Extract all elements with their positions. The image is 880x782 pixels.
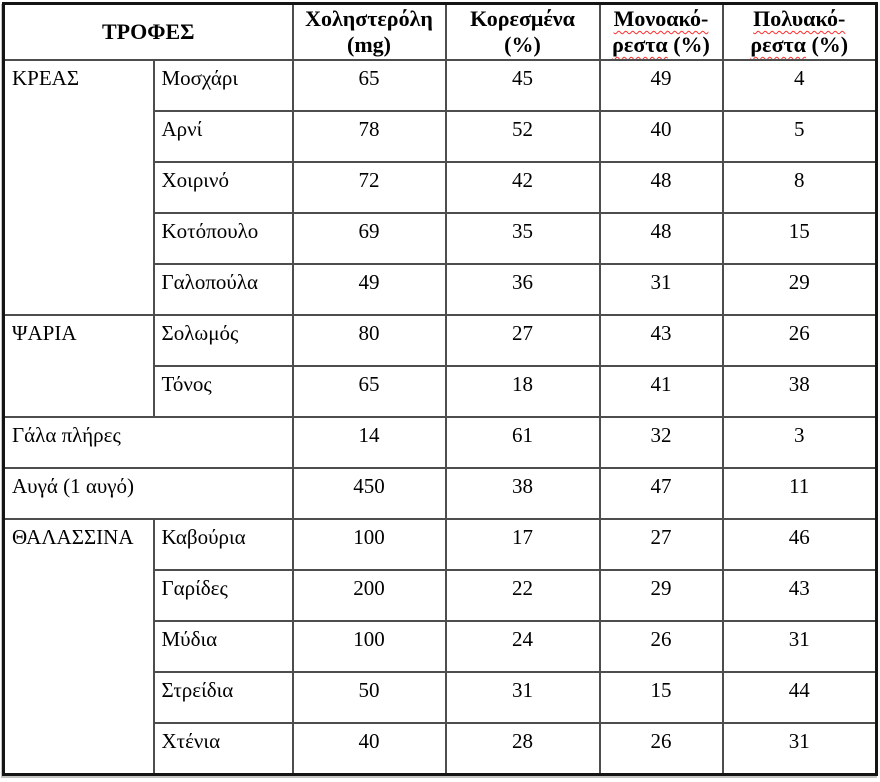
cell-mono: 47 — [600, 468, 723, 519]
table-row — [4, 519, 877, 570]
cell-poly: 5 — [723, 111, 877, 162]
cell-poly: 3 — [723, 417, 877, 468]
food-item: Αρνί — [154, 111, 293, 162]
cell-mono: 32 — [600, 417, 723, 468]
header-foods: ΤΡΟΦΕΣ — [4, 4, 293, 61]
cell-cholesterol: 50 — [293, 672, 446, 723]
table-row — [4, 417, 877, 468]
cell-poly: 44 — [723, 672, 877, 723]
food-item-full-width: Αυγά (1 αυγό) — [4, 468, 293, 519]
header-saturated-line1: Κορεσμένα — [470, 6, 575, 31]
cell-poly: 46 — [723, 519, 877, 570]
cell-cholesterol: 65 — [293, 366, 446, 417]
cell-mono: 29 — [600, 570, 723, 621]
cell-cholesterol: 65 — [293, 60, 446, 111]
cell-saturated: 42 — [446, 162, 600, 213]
header-cholesterol-line2: (mg) — [347, 32, 391, 57]
cell-mono: 26 — [600, 621, 723, 672]
category-fish: ΨΑΡΙΑ — [4, 315, 154, 417]
header-saturated — [446, 4, 600, 61]
food-item: Γαλοπούλα — [154, 264, 293, 315]
cell-saturated: 18 — [446, 366, 600, 417]
cell-poly: 11 — [723, 468, 877, 519]
cell-cholesterol: 69 — [293, 213, 446, 264]
table-row — [4, 60, 877, 111]
cell-mono: 40 — [600, 111, 723, 162]
cell-cholesterol: 78 — [293, 111, 446, 162]
cell-saturated: 36 — [446, 264, 600, 315]
cell-saturated: 35 — [446, 213, 600, 264]
cell-mono: 48 — [600, 162, 723, 213]
food-item: Χτένια — [154, 723, 293, 774]
cell-saturated: 22 — [446, 570, 600, 621]
header-polyunsaturated-line1: Πολυακό- — [753, 6, 846, 31]
cell-mono: 27 — [600, 519, 723, 570]
food-item: Γαρίδες — [154, 570, 293, 621]
cell-saturated: 28 — [446, 723, 600, 774]
cell-saturated: 38 — [446, 468, 600, 519]
cell-cholesterol: 200 — [293, 570, 446, 621]
category-seafood: ΘΑΛΑΣΣΙΝΑ — [4, 519, 154, 774]
cell-saturated: 24 — [446, 621, 600, 672]
header-monounsaturated-line2: ρεστα (%) — [612, 32, 710, 57]
cell-saturated: 45 — [446, 60, 600, 111]
cell-saturated: 52 — [446, 111, 600, 162]
header-cholesterol — [293, 4, 446, 61]
food-item-full-width: Γάλα πλήρες — [4, 417, 293, 468]
cell-poly: 4 — [723, 60, 877, 111]
cell-poly: 26 — [723, 315, 877, 366]
cell-mono: 43 — [600, 315, 723, 366]
header-cholesterol-line1: Χοληστερόλη — [305, 6, 433, 31]
food-item: Μύδια — [154, 621, 293, 672]
food-item: Καβούρια — [154, 519, 293, 570]
cell-cholesterol: 49 — [293, 264, 446, 315]
food-item: Τόνος — [154, 366, 293, 417]
cell-poly: 31 — [723, 723, 877, 774]
cell-cholesterol: 450 — [293, 468, 446, 519]
header-polyunsaturated-line2: ρεστα (%) — [750, 32, 849, 57]
food-item: Μοσχάρι — [154, 60, 293, 111]
cell-cholesterol: 80 — [293, 315, 446, 366]
header-saturated-line2: (%) — [504, 32, 541, 57]
cell-cholesterol: 100 — [293, 621, 446, 672]
cell-mono: 31 — [600, 264, 723, 315]
table-row — [4, 315, 877, 366]
cell-cholesterol: 72 — [293, 162, 446, 213]
cell-saturated: 27 — [446, 315, 600, 366]
cell-poly: 43 — [723, 570, 877, 621]
cell-mono: 15 — [600, 672, 723, 723]
food-item: Χοιρινό — [154, 162, 293, 213]
header-row — [4, 4, 877, 61]
cell-saturated: 61 — [446, 417, 600, 468]
cell-poly: 8 — [723, 162, 877, 213]
header-monounsaturated — [600, 4, 723, 61]
cell-poly: 31 — [723, 621, 877, 672]
document-page — [2, 2, 878, 776]
nutrition-table — [2, 2, 878, 776]
cell-cholesterol: 14 — [293, 417, 446, 468]
cell-saturated: 31 — [446, 672, 600, 723]
cell-saturated: 17 — [446, 519, 600, 570]
cell-mono: 49 — [600, 60, 723, 111]
table-row — [4, 468, 877, 519]
cell-poly: 38 — [723, 366, 877, 417]
category-meat: ΚΡΕΑΣ — [4, 60, 154, 315]
cell-poly: 29 — [723, 264, 877, 315]
food-item: Στρείδια — [154, 672, 293, 723]
header-monounsaturated-line1: Μονοακό- — [613, 6, 709, 31]
cell-mono: 41 — [600, 366, 723, 417]
cell-mono: 26 — [600, 723, 723, 774]
cell-poly: 15 — [723, 213, 877, 264]
header-polyunsaturated — [723, 4, 877, 61]
food-item: Σολωμός — [154, 315, 293, 366]
cell-cholesterol: 40 — [293, 723, 446, 774]
food-item: Κοτόπουλο — [154, 213, 293, 264]
cell-mono: 48 — [600, 213, 723, 264]
cell-cholesterol: 100 — [293, 519, 446, 570]
